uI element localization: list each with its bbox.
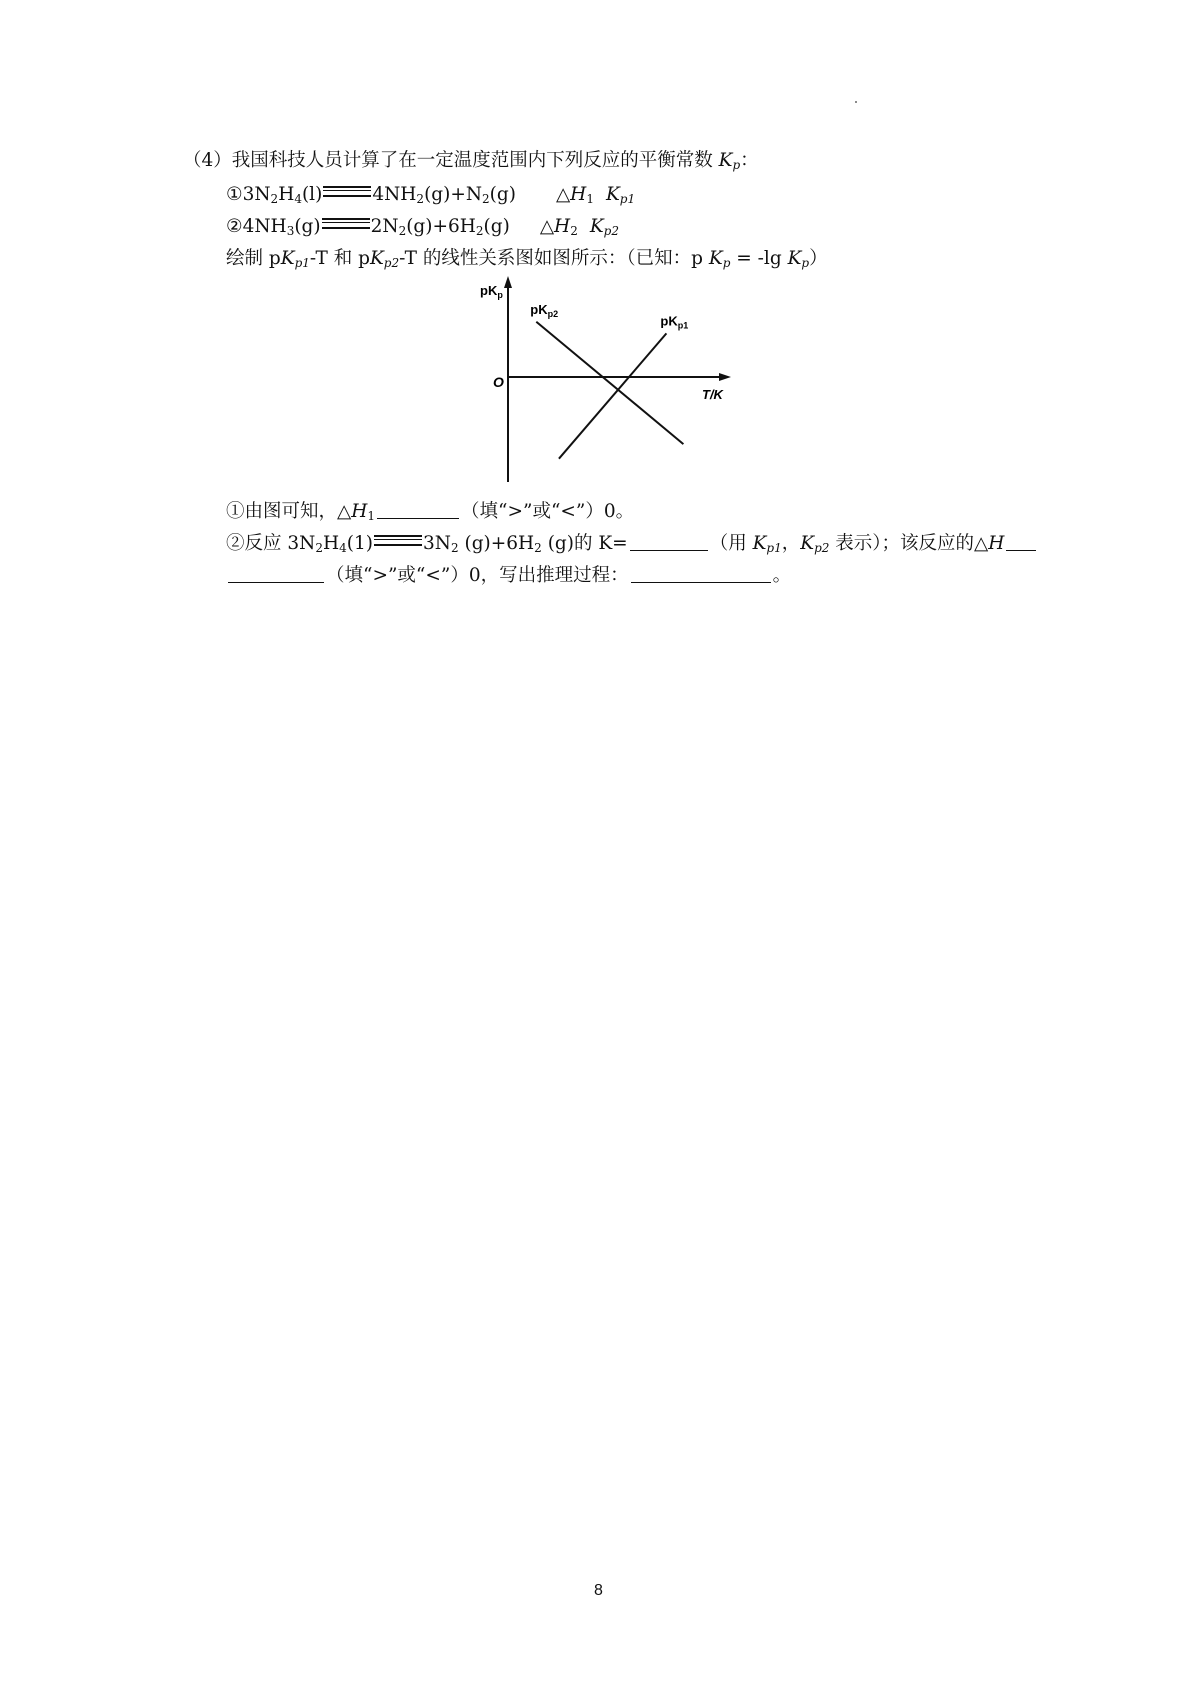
answer-blank-3b[interactable] xyxy=(228,564,324,583)
origin-label: O xyxy=(493,374,504,390)
answer-blank-1[interactable] xyxy=(377,500,459,519)
sub-question-2: ②反应 $3N_2H_4(1)$ $3N_2$ $(g)+6H_2$ (g)的 K= （用 $K_{p1}$，$K_{p2}$ 表示）；该反应的△H xyxy=(226,530,1038,558)
series-line-p1 xyxy=(559,333,667,458)
x-axis-label: T/K xyxy=(702,387,723,402)
y-axis-label: $pK_p$ xyxy=(480,283,503,300)
sub-question-1: ①由图可知，$\triangle H_1$ （填“>”或“<”）0。 xyxy=(226,501,635,523)
answer-blank-4[interactable] xyxy=(631,564,771,583)
chart-description: 绘制 $pK_{p1}-T$ 和 $pK_{p2}-T$ 的线性关系图如图所示：（已知：p $K_p = -\lg$ $K_p$） xyxy=(226,248,828,270)
page-number: 8 xyxy=(594,1582,603,1599)
sub-question-2-cont: （填“>”或“<”）0，写出推理过程： 。 xyxy=(226,562,791,590)
answer-blank-3a[interactable] xyxy=(1006,532,1036,551)
y-axis-arrowhead xyxy=(504,276,512,288)
series-label-p2: $pK_{p2}$ xyxy=(530,301,559,319)
reaction-1: $①3N_2H_4(l)$ $4NH_2(g)+N_2(g)$ $\triangle H_1$ $K_{p1}$ xyxy=(226,184,636,206)
series-label-p1: $pK_{p1}$ xyxy=(660,313,689,331)
question-intro: （4）我国科技人员计算了在一定温度范围内下列反应的平衡常数 $K_p$： xyxy=(183,150,759,172)
reaction-2: $②4NH_3(g)$ $2N_2(g)+6H_2(g)$ $\triangle H_2$ $K_{p2}$ xyxy=(226,216,619,238)
x-axis-arrowhead xyxy=(719,373,731,381)
answer-blank-2[interactable] xyxy=(630,532,708,551)
equilibrium-sign xyxy=(374,535,422,546)
